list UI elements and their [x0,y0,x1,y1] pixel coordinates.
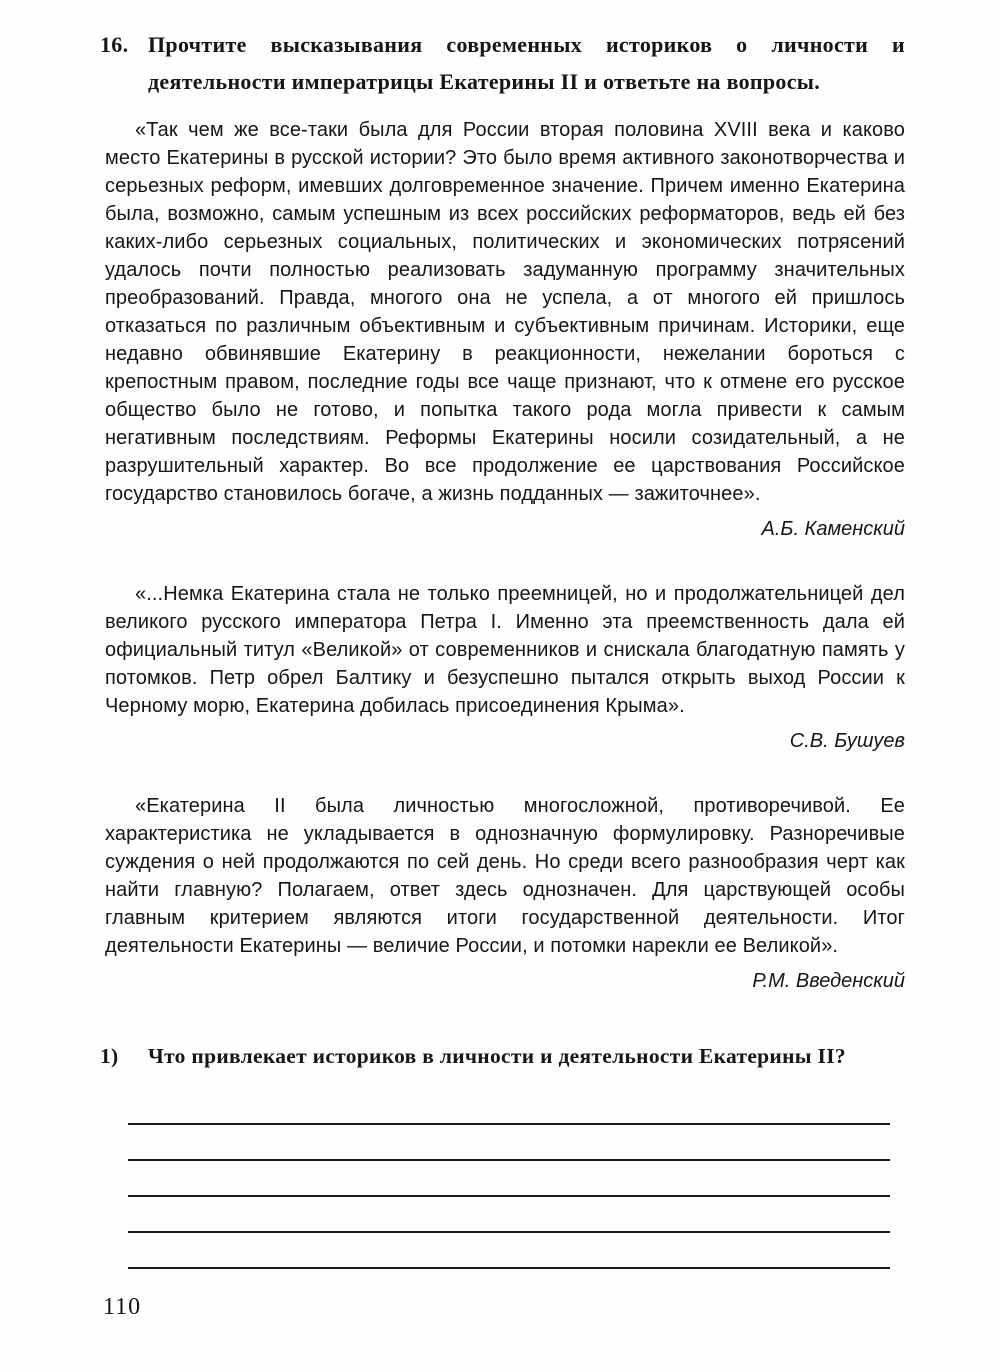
quote-text: «Так чем же все-таки была для России вторая половина XVIII века и каково место Екатерины в русской истории? Это было время активного законотворчества и серьезных реформ, имевших долговременное значение. Причем именно Екатерина была, возможно, самым успешным из всех российских реформаторов, ведь ей без каких-либо серьезных социальных, политических и экономических потрясений удалось почти полностью реализовать задуманную программу значительных преобразований. Правда, многого она не успела, а от многого ей пришлось отказаться по различным объективным и субъективным причинам. Историки, еще недавно обвинявшие Екатерину в реакционности, нежелании бороться с крепостным правом, последние годы все чаще признают, что к отмене его русское общество было не готово, и попытка такого рода могла привести к самым негативным последствиям. Реформы Екатерины носили созидательный, а не разрушительный характер. Во все продолжение ее царствования Российское государство становилось богаче, а жизнь подданных — зажиточнее». [105,119,905,505]
quote-block-vvedensky [105,792,905,994]
answer-line[interactable] [128,1125,890,1161]
quote-text: «Екатерина II была личностью многосложной, противоречивой. Ее характеристика не укладывается в однозначную формулировку. Разноречивые суждения о ней продолжаются по сей день. Но среди всего разнообразия черт как найти главную? Полагаем, ответ здесь однозначен. Для царствующей особы главным критерием являются итоги государственной деятельности. Итог деятельности Екатерины — величие России, и потомки нарекли ее Великой». [105,795,905,957]
answer-line[interactable] [128,1233,890,1269]
task-number: 16. [100,32,129,57]
answer-lines [128,1089,890,1269]
quote-author: А.Б. Каменский [761,518,905,540]
answer-line[interactable] [128,1089,890,1125]
question-text: Что привлекает историков в личности и деятельности Екатерины II? [148,1044,846,1068]
page-number: 110 [103,1294,142,1320]
quote-author: С.В. Бушуев [789,730,905,752]
task-instruction: Прочтите высказывания современных историков о личности и деятельности императрицы Екатерины II и ответьте на вопросы. [148,32,905,94]
question-1 [100,1038,905,1075]
quote-author: Р.М. Введенский [752,970,905,992]
answer-line[interactable] [128,1161,890,1197]
quote-block-bushuev [105,580,905,754]
quote-block-kamensky [105,116,905,542]
question-number: 1) [100,1044,119,1068]
quote-text: «...Немка Екатерина стала не только преемницей, но и продолжательницей дел великого русского императора Петра I. Именно эта преемственность дала ей официальный титул «Великой» от современников и снискала благодатную память у потомков. Петр обрел Балтику и безуспешно пытался открыть выход России к Черному морю, Екатерина добилась присоединения Крыма». [105,583,905,717]
task-header [100,26,905,100]
answer-line[interactable] [128,1197,890,1233]
